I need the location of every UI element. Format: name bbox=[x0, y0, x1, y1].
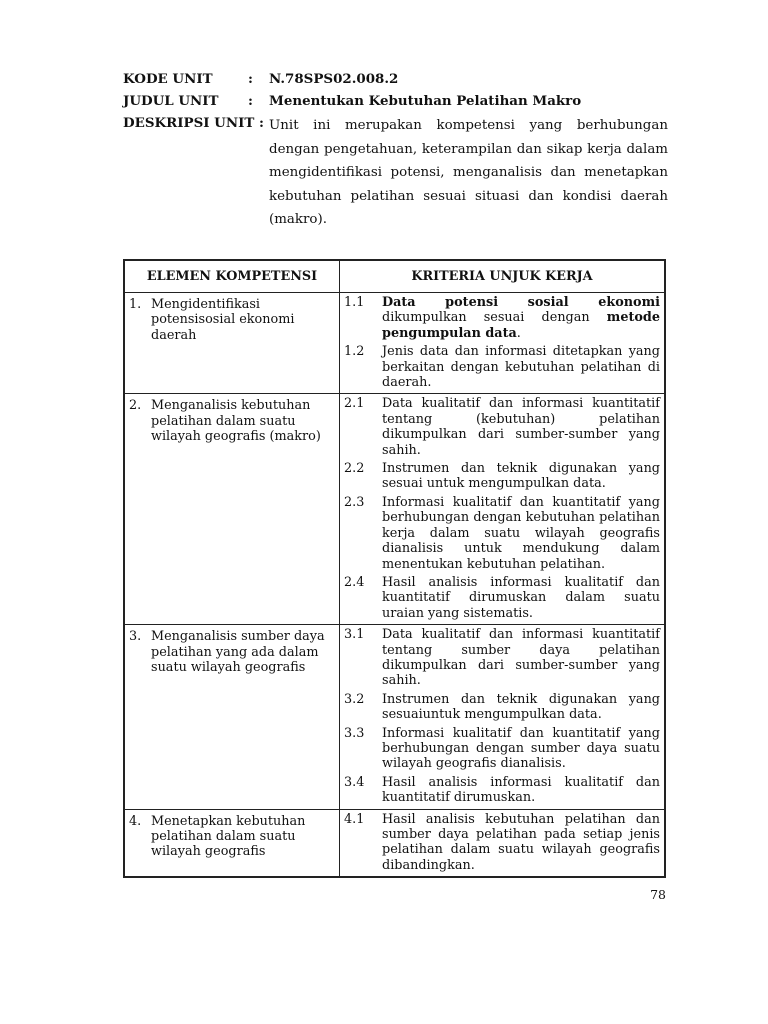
element-item bbox=[129, 629, 333, 675]
criteria-item bbox=[342, 627, 660, 689]
element-number: 1. bbox=[129, 297, 142, 312]
criteria-number: 2.1 bbox=[344, 396, 365, 412]
criteria-item bbox=[342, 495, 660, 572]
criteria-text: Hasil analisis kebutuhan pelatihan dan sumber daya pelatihan pada setiap jenis pelatihan dalam suatu wilayah geografis dibandingkan. bbox=[382, 811, 660, 873]
criteria-text bbox=[382, 295, 660, 341]
element-cell bbox=[124, 625, 340, 809]
table-row bbox=[124, 293, 665, 394]
deskripsi-unit-label: DESKRIPSI UNIT : bbox=[123, 115, 264, 131]
criteria-number: 2.2 bbox=[344, 461, 365, 477]
column-header-kriteria: KRITERIA UNJUK KERJA bbox=[340, 260, 666, 293]
criteria-item bbox=[342, 344, 660, 390]
criteria-number: 1.1 bbox=[344, 295, 365, 310]
criteria-item bbox=[342, 575, 660, 621]
element-name: Menetapkan kebutuhan pelatihan dalam suatu wilayah geografis bbox=[151, 813, 306, 860]
element-cell bbox=[124, 293, 340, 394]
criteria-number: 3.4 bbox=[344, 774, 365, 790]
criteria-number: 3.1 bbox=[344, 627, 365, 643]
criteria-number: 3.2 bbox=[344, 691, 365, 707]
element-number: 3. bbox=[129, 629, 142, 645]
criteria-item bbox=[342, 775, 660, 806]
element-item bbox=[129, 814, 333, 860]
criteria-fragment: . bbox=[516, 325, 521, 341]
criteria-cell bbox=[340, 809, 666, 877]
kode-unit-label: KODE UNIT bbox=[123, 71, 213, 87]
table-row bbox=[124, 625, 665, 809]
criteria-item bbox=[342, 726, 660, 772]
element-item bbox=[129, 398, 333, 444]
element-number: 4. bbox=[129, 813, 142, 829]
criteria-text: Data kualitatif dan informasi kuantitatif tentang (kebutuhan) pelatihan dikumpulkan dari sumber-sumber yang sahih. bbox=[382, 396, 660, 458]
criteria-item bbox=[342, 461, 660, 492]
table-row bbox=[124, 809, 665, 877]
colon: : bbox=[248, 71, 253, 87]
deskripsi-unit-value: Unit ini merupakan kompetensi yang berhubungan dengan pengetahuan, keterampilan dan sikap kerja dalam mengidentifikasi potensi, menganalisis dan menetapkan kebutuhan pelatihan sesuai situasi dan kondisi daerah (makro). bbox=[269, 118, 668, 228]
table-body bbox=[124, 293, 665, 878]
criteria-cell bbox=[340, 625, 666, 809]
competency-table bbox=[123, 259, 666, 878]
element-number: 2. bbox=[129, 398, 142, 414]
criteria-text: Hasil analisis informasi kualitatif dan kuantitatif dirumuskan. bbox=[382, 774, 660, 806]
table-row bbox=[124, 394, 665, 625]
element-cell bbox=[124, 394, 340, 625]
element-name: Menganalisis sumber daya pelatihan yang ada dalam suatu wilayah geografis bbox=[151, 629, 325, 675]
deskripsi-unit-row bbox=[123, 112, 668, 232]
criteria-item bbox=[342, 812, 660, 874]
colon: : bbox=[248, 93, 253, 109]
criteria-text: Informasi kualitatif dan kuantitatif yang berhubungan dengan sumber daya suatu wilayah geografis dianalisis. bbox=[382, 725, 660, 772]
table-header-row bbox=[124, 260, 665, 293]
criteria-emphasis: metode pengumpulan data bbox=[382, 310, 660, 341]
criteria-number: 4.1 bbox=[344, 811, 365, 827]
judul-unit-label: JUDUL UNIT bbox=[123, 93, 219, 109]
judul-unit-row bbox=[123, 90, 668, 112]
element-name: Menganalisis kebutuhan pelatihan dalam suatu wilayah geografis (makro) bbox=[151, 398, 321, 445]
kode-unit-value: N.78SPS02.008.2 bbox=[269, 71, 399, 87]
criteria-item bbox=[342, 692, 660, 723]
page-number: 78 bbox=[650, 887, 666, 902]
kode-unit-row bbox=[123, 68, 668, 90]
criteria-number: 2.3 bbox=[344, 494, 365, 510]
element-cell bbox=[124, 809, 340, 877]
judul-unit-value: Menentukan Kebutuhan Pelatihan Makro bbox=[269, 93, 582, 109]
criteria-cell bbox=[340, 293, 666, 394]
unit-header bbox=[123, 68, 668, 232]
criteria-text: Instrumen dan teknik digunakan yang sesuaiuntuk mengumpulkan data. bbox=[382, 691, 660, 723]
element-name: Mengidentifikasi potensisosial ekonomi daerah bbox=[151, 297, 295, 343]
element-item bbox=[129, 297, 333, 343]
criteria-text: Hasil analisis informasi kualitatif dan kuantitatif dirumuskan dalam suatu uraian yang sistematis. bbox=[382, 574, 660, 621]
column-header-elemen: ELEMEN KOMPETENSI bbox=[124, 260, 340, 293]
criteria-text: Jenis data dan informasi ditetapkan yang berkaitan dengan kebutuhan pelatihan di daerah. bbox=[382, 344, 660, 391]
criteria-text: Data kualitatif dan informasi kuantitatif tentang sumber daya pelatihan dikumpulkan dari sumber-sumber yang sahih. bbox=[382, 627, 660, 689]
criteria-emphasis: Data potensi sosial ekonomi bbox=[382, 295, 660, 310]
criteria-number: 1.2 bbox=[344, 344, 365, 360]
criteria-number: 3.3 bbox=[344, 725, 365, 741]
criteria-number: 2.4 bbox=[344, 574, 365, 590]
criteria-cell bbox=[340, 394, 666, 625]
criteria-fragment: dikumpulkan sesuai dengan bbox=[382, 310, 607, 326]
criteria-item bbox=[342, 396, 660, 458]
criteria-item bbox=[342, 295, 660, 341]
criteria-text: Informasi kualitatif dan kuantitatif yang berhubungan dengan kebutuhan pelatihan kerja dalam suatu wilayah geografis dianalisis untuk mendukung dalam menentukan kebutuhan pelatihan. bbox=[382, 494, 660, 572]
criteria-text: Instrumen dan teknik digunakan yang sesuai untuk mengumpulkan data. bbox=[382, 461, 660, 492]
